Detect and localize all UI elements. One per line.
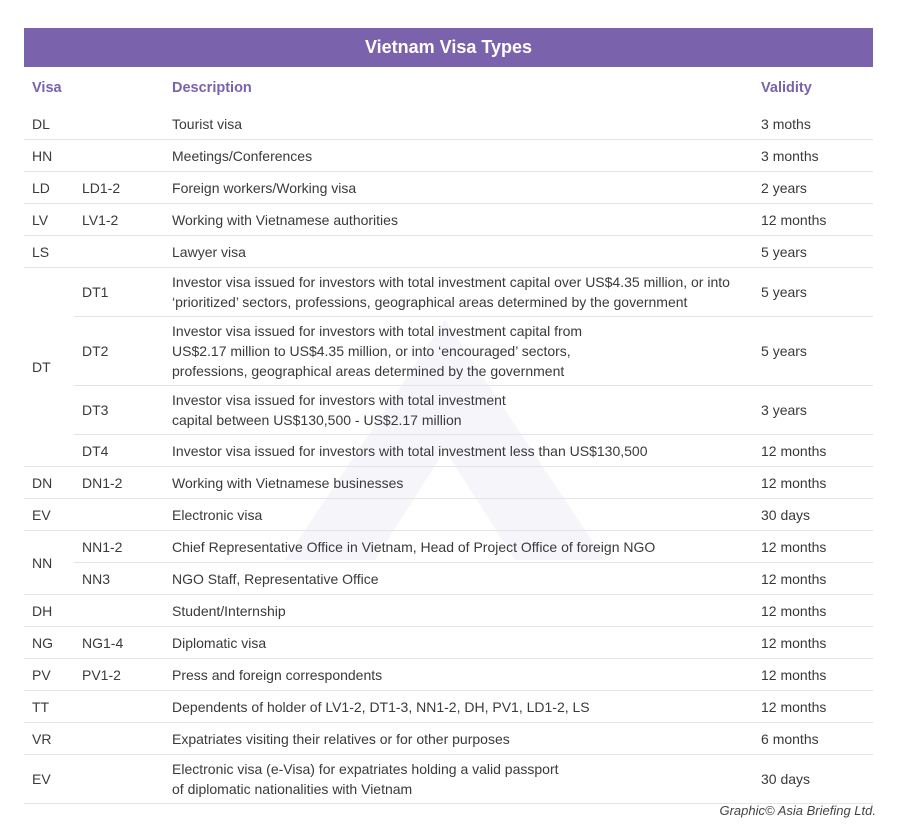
visa-description: Lawyer visa bbox=[164, 236, 753, 268]
visa-code: LD bbox=[24, 172, 74, 204]
header-validity: Validity bbox=[761, 79, 812, 96]
visa-subcode bbox=[74, 595, 164, 627]
visa-validity: 12 months bbox=[753, 531, 873, 563]
visa-subcode bbox=[74, 108, 164, 140]
table-row bbox=[24, 723, 873, 755]
visa-subcode: DT2 bbox=[74, 317, 164, 386]
visa-subcode bbox=[74, 236, 164, 268]
visa-code: NN bbox=[24, 531, 74, 595]
visa-description: Tourist visa bbox=[164, 108, 753, 140]
visa-description: Investor visa issued for investors with total investment capital between US$130,500 - US$2.17 million bbox=[164, 386, 753, 435]
visa-description: Diplomatic visa bbox=[164, 627, 753, 659]
visa-description: Investor visa issued for investors with total investment less than US$130,500 bbox=[164, 435, 753, 467]
visa-subcode: DT3 bbox=[74, 386, 164, 435]
visa-subcode: DT4 bbox=[74, 435, 164, 467]
visa-description: NGO Staff, Representative Office bbox=[164, 563, 753, 595]
table-row bbox=[24, 435, 873, 467]
visa-code: HN bbox=[24, 140, 74, 172]
visa-description: Investor visa issued for investors with total investment capital over US$4.35 million, or into ‘prioritized’ sectors, professions, geographical areas determined by the government bbox=[164, 268, 753, 317]
visa-validity: 12 months bbox=[753, 204, 873, 236]
table-row bbox=[24, 172, 873, 204]
visa-validity: 12 months bbox=[753, 595, 873, 627]
visa-table bbox=[24, 67, 873, 804]
table-title: Vietnam Visa Types bbox=[24, 28, 873, 67]
visa-code: DN bbox=[24, 467, 74, 499]
visa-description: Dependents of holder of LV1-2, DT1-3, NN1-2, DH, PV1, LD1-2, LS bbox=[164, 691, 753, 723]
visa-validity: 6 months bbox=[753, 723, 873, 755]
visa-description: Working with Vietnamese authorities bbox=[164, 204, 753, 236]
visa-subcode: NN1-2 bbox=[74, 531, 164, 563]
table-row bbox=[24, 595, 873, 627]
visa-code: LV bbox=[24, 204, 74, 236]
visa-description: Expatriates visiting their relatives or for other purposes bbox=[164, 723, 753, 755]
visa-code: DL bbox=[24, 108, 74, 140]
visa-validity: 12 months bbox=[753, 691, 873, 723]
visa-validity: 12 months bbox=[753, 659, 873, 691]
table-row bbox=[24, 236, 873, 268]
visa-validity: 3 moths bbox=[753, 108, 873, 140]
visa-description: Electronic visa bbox=[164, 499, 753, 531]
header-row bbox=[24, 67, 873, 108]
visa-description: Meetings/Conferences bbox=[164, 140, 753, 172]
visa-subcode bbox=[74, 140, 164, 172]
visa-code: EV bbox=[24, 755, 74, 804]
visa-code: PV bbox=[24, 659, 74, 691]
visa-description: Investor visa issued for investors with total investment capital from US$2.17 million to US$4.35 million, or into ‘encouraged’ sectors, professions, geographical areas determined by the government bbox=[164, 317, 753, 386]
visa-validity: 2 years bbox=[753, 172, 873, 204]
table-row bbox=[24, 108, 873, 140]
visa-subcode bbox=[74, 755, 164, 804]
table-row bbox=[24, 268, 873, 317]
graphic-credit: Graphic© Asia Briefing Ltd. bbox=[719, 803, 876, 818]
visa-validity: 12 months bbox=[753, 435, 873, 467]
visa-code: EV bbox=[24, 499, 74, 531]
visa-subcode bbox=[74, 723, 164, 755]
visa-subcode: PV1-2 bbox=[74, 659, 164, 691]
visa-validity: 12 months bbox=[753, 467, 873, 499]
table-row bbox=[24, 140, 873, 172]
visa-subcode bbox=[74, 499, 164, 531]
visa-validity: 30 days bbox=[753, 755, 873, 804]
visa-validity: 5 years bbox=[753, 268, 873, 317]
visa-code: LS bbox=[24, 236, 74, 268]
visa-validity: 5 years bbox=[753, 236, 873, 268]
table-row bbox=[24, 659, 873, 691]
visa-validity: 12 months bbox=[753, 563, 873, 595]
visa-description: Foreign workers/Working visa bbox=[164, 172, 753, 204]
header-visa: Visa bbox=[32, 79, 62, 96]
visa-description: Working with Vietnamese businesses bbox=[164, 467, 753, 499]
visa-subcode: DT1 bbox=[74, 268, 164, 317]
visa-description: Student/Internship bbox=[164, 595, 753, 627]
visa-subcode: LV1-2 bbox=[74, 204, 164, 236]
table-row bbox=[24, 563, 873, 595]
visa-description: Press and foreign correspondents bbox=[164, 659, 753, 691]
visa-code: DT bbox=[24, 268, 74, 467]
visa-subcode: LD1-2 bbox=[74, 172, 164, 204]
visa-code: NG bbox=[24, 627, 74, 659]
header-description: Description bbox=[172, 79, 252, 96]
visa-validity: 5 years bbox=[753, 317, 873, 386]
visa-subcode: DN1-2 bbox=[74, 467, 164, 499]
table-row bbox=[24, 317, 873, 386]
visa-description: Electronic visa (e-Visa) for expatriates holding a valid passport of diplomatic nationalities with Vietnam bbox=[164, 755, 753, 804]
table-row bbox=[24, 204, 873, 236]
table-row bbox=[24, 499, 873, 531]
table-row bbox=[24, 531, 873, 563]
visa-validity: 3 months bbox=[753, 140, 873, 172]
visa-subcode: NN3 bbox=[74, 563, 164, 595]
visa-code: VR bbox=[24, 723, 74, 755]
table-row bbox=[24, 627, 873, 659]
visa-subcode bbox=[74, 691, 164, 723]
table-row bbox=[24, 467, 873, 499]
visa-description: Chief Representative Office in Vietnam, Head of Project Office of foreign NGO bbox=[164, 531, 753, 563]
visa-code: DH bbox=[24, 595, 74, 627]
visa-validity: 30 days bbox=[753, 499, 873, 531]
table-row bbox=[24, 386, 873, 435]
visa-code: TT bbox=[24, 691, 74, 723]
table-row bbox=[24, 755, 873, 804]
visa-validity: 3 years bbox=[753, 386, 873, 435]
table-row bbox=[24, 691, 873, 723]
visa-table-panel bbox=[24, 28, 873, 804]
visa-validity: 12 months bbox=[753, 627, 873, 659]
visa-subcode: NG1-4 bbox=[74, 627, 164, 659]
